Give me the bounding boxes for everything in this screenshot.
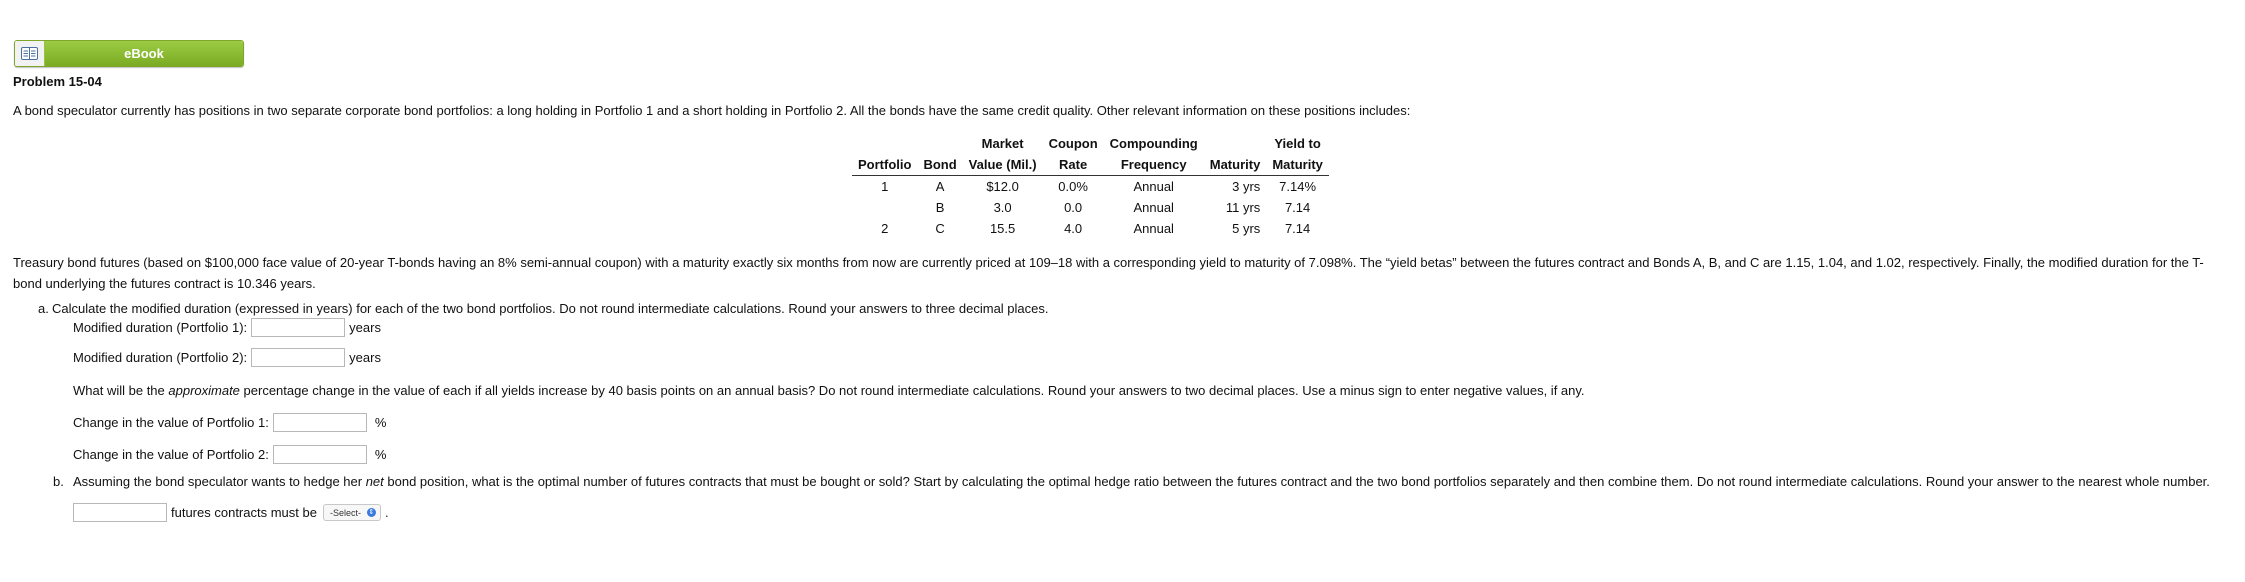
table-header: Portfolio [852,154,917,176]
buy-sell-select[interactable] [323,504,381,521]
approx-question-italic: approximate [168,383,240,398]
ebook-button[interactable] [14,40,244,67]
end-punct: . [384,505,389,520]
chg1-unit: % [374,415,387,430]
futures-paragraph: Treasury bond futures (based on $100,000 face value of 20-year T-bonds having an 8% semi-annual coupon) with a maturity exactly six months from now are currently priced at 109–18 with a corresponding yield to maturity of 7.098%. The “yield betas” between the futures contract and Bonds A, B, and C are 1.15, 1.04, and 1.02, respectively. Finally, the modified duration for the T-bond underlying the futures contract is 10.346 years. [13,255,2204,291]
part-b-question-pre: Assuming the bond speculator wants to hedge her [73,474,366,489]
contracts-row [73,503,389,522]
table-cell: 2 [881,221,889,236]
table-header: Market [981,136,1024,151]
part-a-question [38,301,1049,316]
table-header: Frequency [1104,154,1204,176]
table-cell: 7.14 [1284,200,1311,215]
table-cell: A [935,179,945,194]
select-label: -Select- [329,507,361,518]
table-header [917,133,962,154]
table-cell: 1 [881,179,889,194]
chg1-input[interactable] [273,413,367,432]
contracts-text: futures contracts must be [171,505,317,520]
md2-unit: years [349,350,381,365]
table-row [852,197,1329,218]
part-b-question-italic: net [365,474,384,489]
table-header: Compounding [1109,136,1198,151]
table-cell: Annual [1133,221,1174,236]
problem-title: Problem 15-04 [13,74,102,89]
table-cell: 0.0% [1058,179,1088,194]
chg1-row [73,413,386,432]
table-header: Maturity [1266,154,1329,176]
chg2-label: Change in the value of Portfolio 2: [73,447,269,462]
part-b-marker: b. [53,474,64,489]
table-cell: 0.0 [1064,200,1083,215]
ebook-label: eBook [45,41,243,66]
table-row [852,218,1329,239]
table-cell: Annual [1133,179,1174,194]
md1-input[interactable] [251,318,345,337]
chg2-row [73,445,386,464]
md2-input[interactable] [251,348,345,367]
table-cell: B [935,200,945,215]
table-header [1204,133,1267,154]
table-cell: C [935,221,945,236]
table-cell: 3 yrs [1232,179,1261,194]
md1-label: Modified duration (Portfolio 1): [73,320,248,335]
table-row [852,176,1329,198]
book-icon [15,41,45,66]
table-cell: 11 yrs [1225,200,1261,215]
table-header: Rate [1043,154,1104,176]
md1-row [73,318,381,337]
table-cell: 15.5 [989,221,1016,236]
table-header: Yield to [1274,136,1321,151]
part-a-question-text: Calculate the modified duration (expressed in years) for each of the two bond portfolios. Do not round intermediate calculations. Round your answers to three decimal places. [52,301,1049,316]
bond-table [852,133,1329,239]
table-cell: 5 yrs [1232,221,1261,236]
table-header-row-bottom [852,154,1329,176]
table-cell: 7.14% [1279,179,1317,194]
table-cell: 4.0 [1064,221,1083,236]
intro-paragraph: A bond speculator currently has positions in two separate corporate bond portfolios: a long holding in Portfolio 1 and a short holding in Portfolio 2. All the bonds have the same credit quality. Other relevant information on these positions includes: [13,103,1411,118]
chevron-updown-icon: ⇕ [368,509,375,516]
table-header: Value (Mil.) [963,154,1043,176]
approx-question [73,383,1585,398]
table-cell: Annual [1133,200,1174,215]
md2-label: Modified duration (Portfolio 2): [73,350,248,365]
table-header: Maturity [1204,154,1267,176]
md2-row [73,348,381,367]
approx-question-pre: What will be the [73,383,169,398]
md1-unit: years [349,320,381,335]
part-b-question [53,474,2223,489]
chg2-unit: % [374,447,387,462]
table-header-row-top [852,133,1329,154]
table-header: Bond [917,154,962,176]
chg1-label: Change in the value of Portfolio 1: [73,415,269,430]
contracts-input[interactable] [73,503,167,522]
approx-question-post: percentage change in the value of each if all yields increase by 40 basis points on an annual basis? Do not round intermediate calculations. Round your answers to two decimal places. Use a minus sign to enter negative values, if any. [239,383,1585,398]
chg2-input[interactable] [273,445,367,464]
table-header [852,133,917,154]
table-cell: 3.0 [993,200,1012,215]
table-cell [852,197,917,218]
table-cell: $12.0 [986,179,1019,194]
part-b-question-post: bond position, what is the optimal number of futures contracts that must be bought or sold? Start by calculating the optimal hedge ratio between the futures contract and the two bond portfolios separately and then combine them. Do not round intermediate calculations. Round your answer to the nearest whole number. [383,474,2210,489]
table-header: Coupon [1048,136,1098,151]
table-cell: 7.14 [1284,221,1311,236]
part-a-marker: a. [38,301,49,316]
